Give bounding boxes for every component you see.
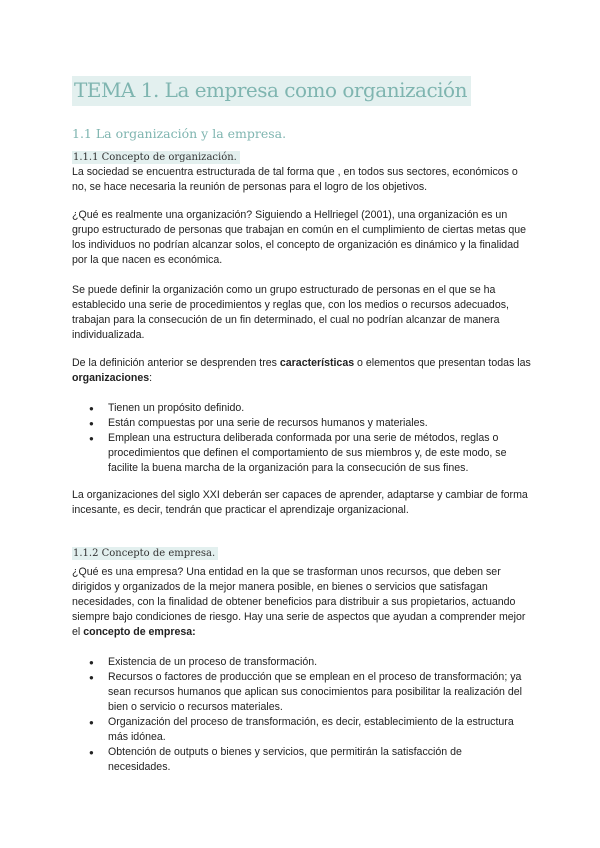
list-item: ● Recursos o factores de producción que se emplean en el proceso de transformación; ya sean recursos humanos que aplican sus conocimientos para posibilitar la realización del bien o servicio o recursos materiales. [72,670,527,715]
bullet-list [72,655,527,775]
list-item: ● Emplean una estructura deliberada conformada por una serie de métodos, reglas o procedimientos que definen el comportamiento de sus miembros y, de este modo, se facilite la buena marcha de la organización para la consecución de sus fines. [72,431,527,476]
page-title: TEMA 1. La empresa como organización [72,76,471,106]
paragraph [72,565,532,640]
paragraph: La organizaciones del siglo XXI deberán ser capaces de aprender, adaptarse y cambiar de forma incesante, es decir, tendrán que practicar el aprendizaje organizacional. [72,489,528,516]
list-item: ● Obtención de outputs o bienes y servicios, que permitirán la satisfacción de necesidades. [72,745,527,775]
bullet-list [72,401,527,476]
subsection-heading: 1.1.2 Concepto de empresa. [72,547,218,560]
paragraph [72,356,532,386]
paragraph: ¿Qué es realmente una organización? Siguiendo a Hellriegel (2001), una organización es un grupo estructurado de personas que trabajan en común en el cumplimiento de ciertas metas que los individuos no podrían alcanzar solos, el concepto de organización es dinámico y la finalidad por la que nacen es económica. [72,209,527,266]
text-run: o elementos que presentan todas las [354,357,531,369]
section-heading: 1.1 La organización y la empresa. [72,126,287,141]
list-item: ● Existencia de un proceso de transformación. [72,655,527,670]
text-run: : [149,372,153,384]
text-run: De la definición anterior se desprenden tres [72,357,280,369]
list-item: ● Tienen un propósito definido. [72,401,527,416]
list-item: ● Están compuestas por una serie de recursos humanos y materiales. [72,416,527,431]
bold-text: organizaciones [72,372,150,384]
subsection-heading: 1.1.1 Concepto de organización. [72,151,240,164]
bold-text: características [279,357,355,369]
paragraph: La sociedad se encuentra estructurada de tal forma que , en todos sus sectores, económicos o no, se hace necesaria la reunión de personas para el logro de los objetivos. [72,166,518,193]
bold-text: concepto de empresa: [83,626,196,638]
text-run: ¿Qué es una empresa? Una entidad en la que se trasforman unos recursos, que deben ser dirigidos y organizados de la mejor manera posible, en bienes o servicios que satisfagan necesidades, con la finalidad de obtener beneficios para distribuir a sus propietarios, actuando siempre bajo condiciones de riesgo. Hay una serie de aspectos que ayudan a comprender mejor el [72,566,526,638]
list-item: ● Organización del proceso de transformación, es decir, establecimiento de la estructura más idónea. [72,715,527,745]
paragraph: Se puede definir la organización como un grupo estructurado de personas en el que se ha establecido una serie de procedimientos y reglas que, con los medios o recursos adecuados, trabajan para la consecución de un fin determinado, el cual no podrían alcanzar de manera individualizada. [72,284,509,341]
